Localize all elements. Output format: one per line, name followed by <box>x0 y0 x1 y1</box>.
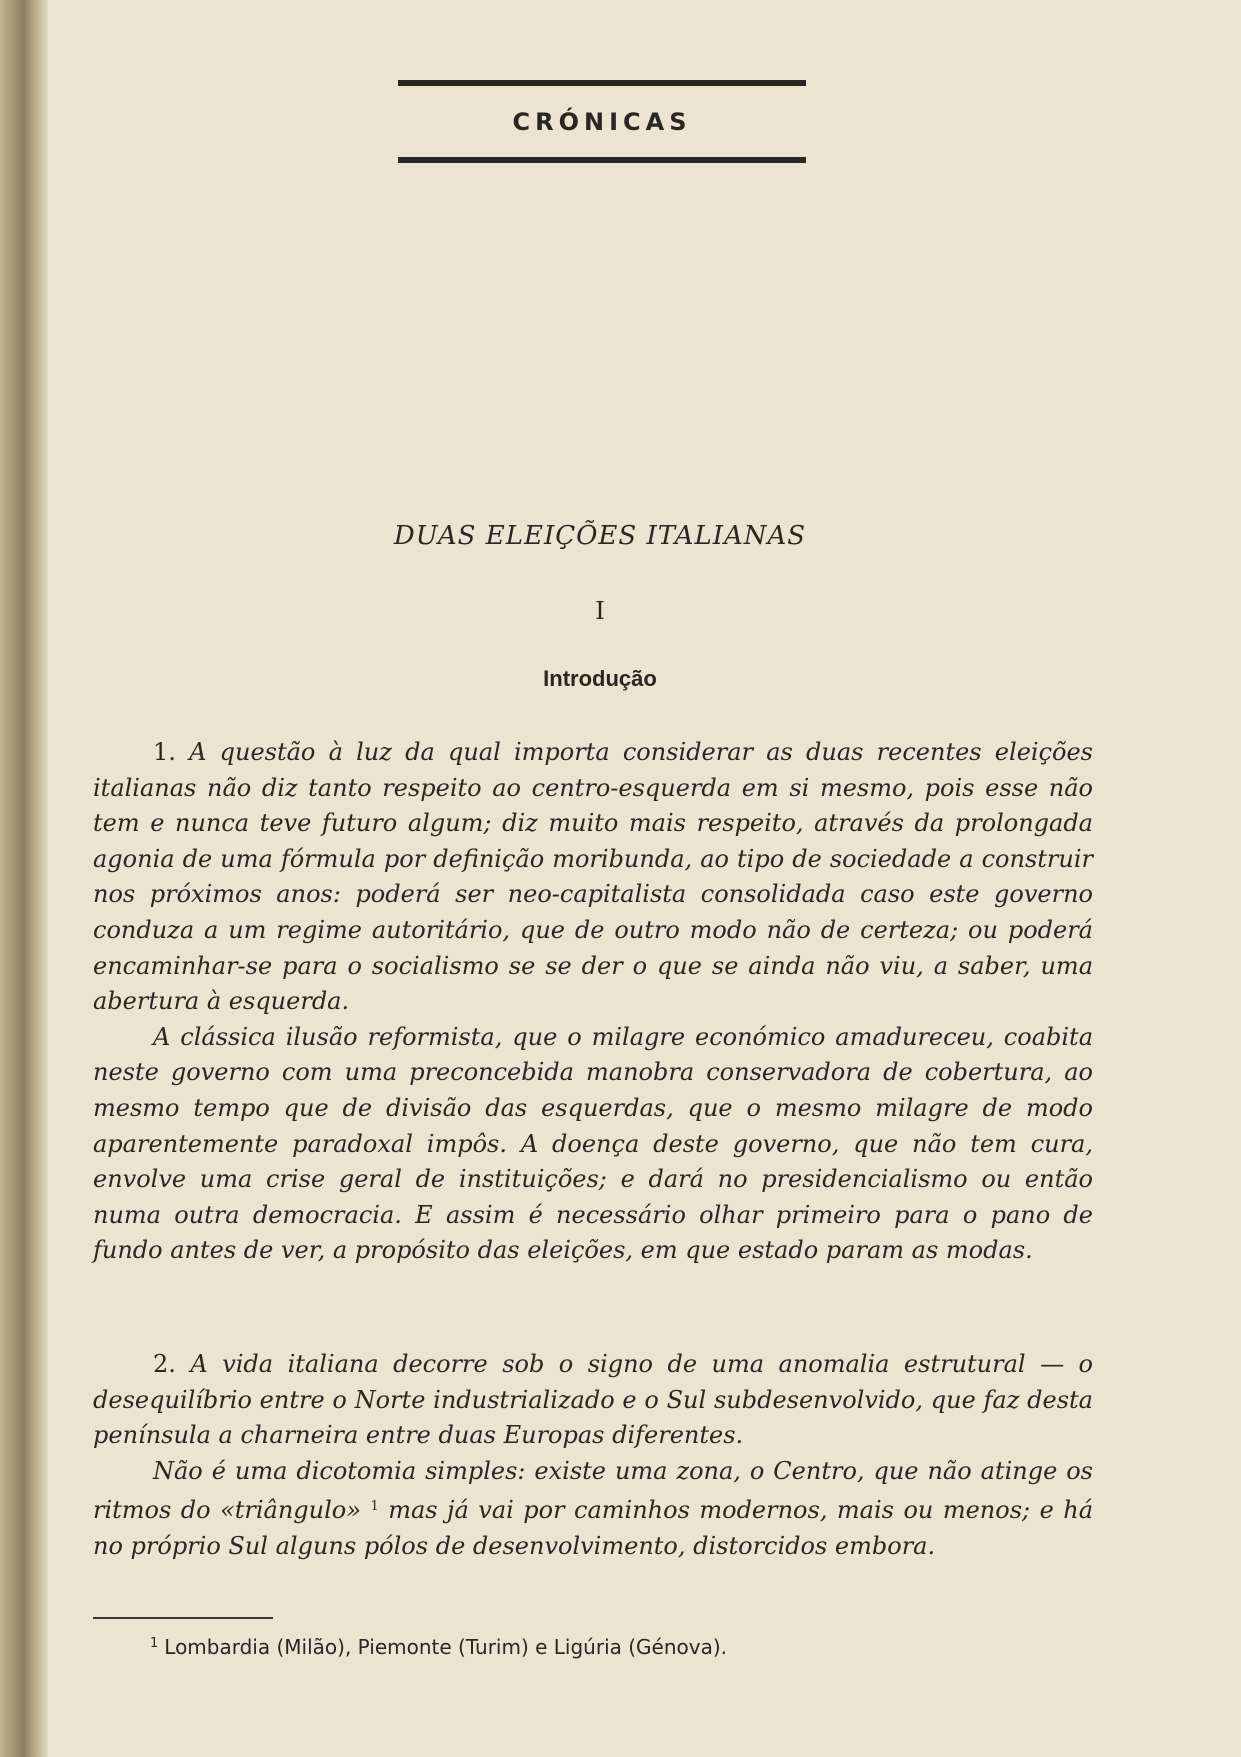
footnote-rule <box>93 1617 273 1619</box>
paragraph <box>93 1347 1093 1454</box>
paragraph-text: Não é uma dicotomia simples: existe uma zona, o Centro, que não atinge os ritmos do «triângulo» <box>93 1456 1093 1525</box>
body-text-section-2 <box>93 1347 1093 1565</box>
paragraph-text: A clássica ilusão reformista, que o milagre económico amadureceu, coabita neste governo com uma preconcebida manobra conservadora de cobertura, ao mesmo tempo que de divisão das esquerdas, que o mesmo milagre de modo aparentemente paradoxal impôs. A doença deste governo, que não tem cura, envolve uma crise geral de instituições; e dará no presidencialismo ou então numa outra democracia. E assim é necessário olhar primeiro para o pano de fundo antes de ver, a propósito das eleições, em que estado param as modas. <box>93 1022 1093 1265</box>
paragraph-text: A questão à luz da qual importa considerar as duas recentes eleições italianas não diz tanto respeito ao centro-esquerda em si mesmo, pois esse não tem e nunca teve futuro algum; diz muito mais respeito, através da prolongada agonia de uma fórmula por definição moribunda, ao tipo de sociedade a construir nos próximos anos: poderá ser neo-capitalista consolidada caso este governo conduza a um regime autoritário, que de outro modo não de certeza; ou poderá encaminhar-se para o socialismo se se der o que se ainda não viu, a saber, uma abertura à esquerda. <box>93 738 1093 1016</box>
header-rule-top <box>398 80 806 86</box>
book-spine-shadow <box>0 0 48 1757</box>
paragraph-number: 1. <box>153 738 176 766</box>
header-rule-bottom <box>398 157 806 163</box>
footnote-text: Lombardia (Milão), Piemonte (Turim) e Ligúria (Génova). <box>164 1635 728 1659</box>
paragraph-number: 2. <box>153 1350 176 1378</box>
article-subtitle: Introdução <box>543 666 657 691</box>
paragraph <box>93 1020 1093 1269</box>
paragraph-text: A vida italiana decorre sob o signo de uma anomalia estrutural — o desequilíbrio entre o Norte industrializado e o Sul subdesenvolvido, que faz desta península a charneira entre duas Europas diferentes. <box>93 1350 1093 1450</box>
body-text-section-1 <box>93 735 1093 1269</box>
paragraph <box>93 1454 1093 1565</box>
footnote-reference: 1 <box>370 1499 379 1515</box>
paragraph-text: mas já vai por caminhos modernos, mais ou menos; e há no próprio Sul alguns pólos de desenvolvimento, distorcidos embora. <box>93 1496 1094 1560</box>
footnote <box>150 1635 727 1659</box>
part-number: I <box>595 597 605 625</box>
paragraph <box>93 735 1093 1020</box>
footnote-mark: 1 <box>150 1636 159 1651</box>
section-title: CRÓNICAS <box>512 108 692 136</box>
article-title: DUAS ELEIÇÕES ITALIANAS <box>393 521 807 551</box>
